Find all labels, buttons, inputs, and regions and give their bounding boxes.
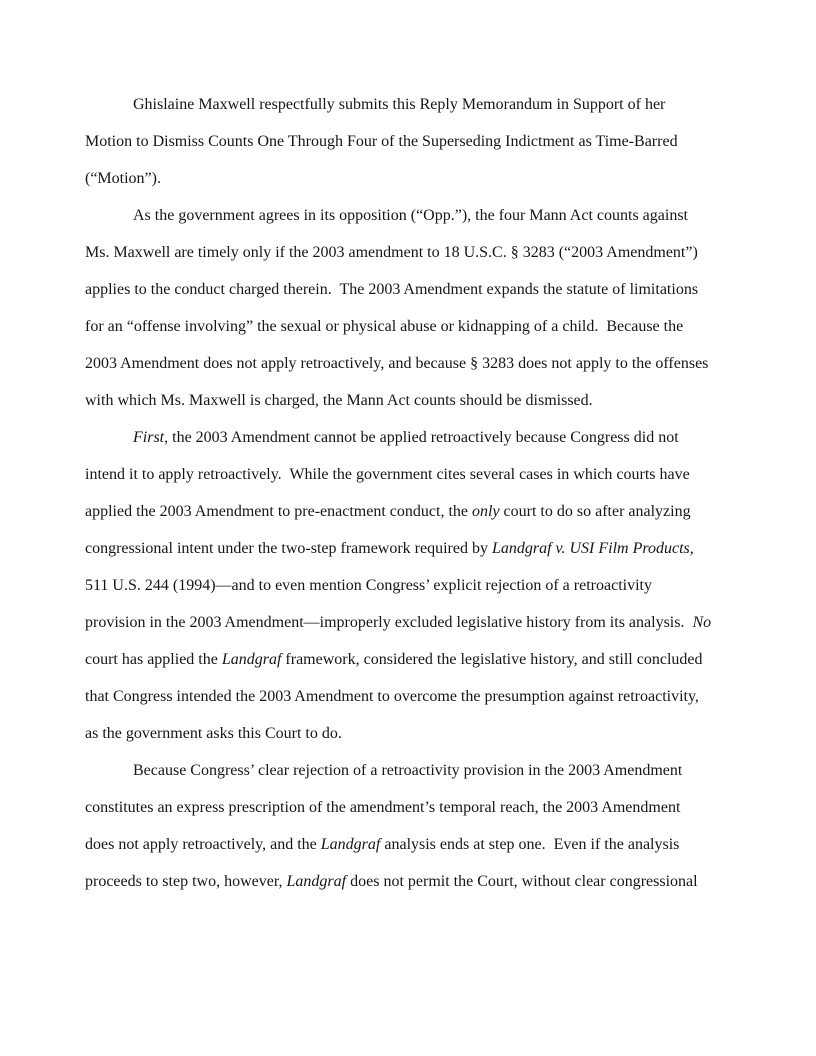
paragraph-first-point	[85, 419, 712, 752]
document-body	[85, 86, 712, 900]
paragraph-second-point	[85, 752, 712, 900]
text-run: does not permit the Court, without clear congressional	[346, 873, 698, 890]
italic-text-run: Landgraf	[286, 873, 347, 890]
text-run: court to do so after analyzing congressional intent under the two-step framework required by	[85, 503, 691, 557]
text-run: Because Congress’ clear rejection of a retroactivity provision in the 2003 Amendment constitutes an express prescription of the amendment’s temporal reach, the 2003 Amendment does not apply retroactively, and the	[85, 762, 683, 853]
italic-text-run: only	[472, 503, 500, 520]
paragraph-argument-summary	[85, 197, 712, 419]
italic-text-run: No	[692, 614, 712, 631]
text-run: , 511 U.S. 244 (1994)—and to even mention Congress’ explicit rejection of a retroactivity provision in the 2003 Amendment—improperly excluded legislative history from its analysis.	[85, 540, 694, 631]
italic-text-run: Landgraf	[320, 836, 381, 853]
text-run: court has applied the	[85, 651, 222, 668]
italic-text-run: Landgraf	[221, 651, 282, 668]
text-run: As the government agrees in its opposition (“Opp.”), the four Mann Act counts against Ms. Maxwell are timely only if the 2003 amendment to 18 U.S.C. § 3283 (“2003 Amendment”) applies to the conduct charged therein. The 2003 Amendment expands the statute of limitations for an “offense involving” the sexual or physical abuse or kidnapping of a child. Because the 2003 Amendment does not apply retroactively, and because § 3283 does not apply to the offenses with which Ms. Maxwell is charged, the Mann Act counts should be dismissed.	[85, 207, 709, 409]
text-run: framework, considered the legislative history, and still concluded that Congress intended the 2003 Amendment to overcome the presumption against retroactivity, as the government asks this Court to do.	[85, 651, 703, 742]
italic-text-run: Landgraf v. USI Film Products	[491, 540, 690, 557]
italic-text-run: First	[133, 429, 165, 446]
paragraph-motion-intro	[85, 86, 712, 197]
text-run: analysis ends at step one. Even if the analysis proceeds to step two, however,	[85, 836, 680, 890]
text-run: , the 2003 Amendment cannot be applied retroactively because Congress did not intend it to apply retroactively. While the government cites several cases in which courts have applied the 2003 Amendment to pre-enactment conduct, the	[85, 429, 690, 520]
text-run: Ghislaine Maxwell respectfully submits this Reply Memorandum in Support of her Motion to Dismiss Counts One Through Four of the Superseding Indictment as Time-Barred (“Motion”).	[85, 96, 678, 187]
